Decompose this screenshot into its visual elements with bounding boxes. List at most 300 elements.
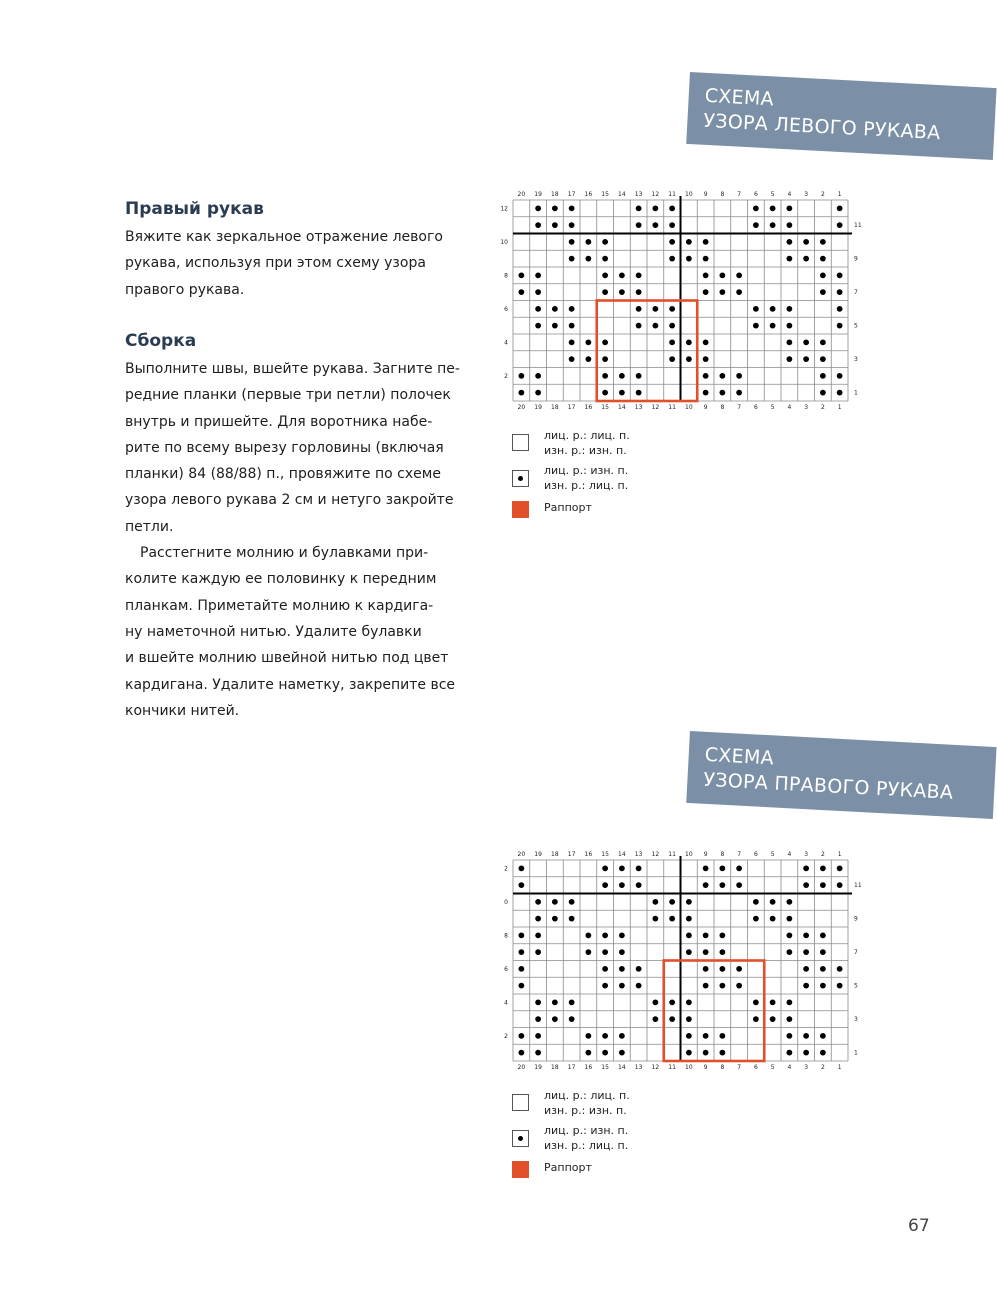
row-number-label: 2 [504,865,508,873]
purl-stitch-dot [703,239,709,245]
column-number-label: 17 [567,1064,576,1071]
purl-stitch-dot [552,899,558,905]
column-number-label: 4 [787,404,792,411]
column-number-label: 12 [651,1064,660,1071]
purl-stitch-dot [803,339,809,345]
column-number-label: 3 [804,404,809,411]
purl-stitch-dot [770,205,776,211]
purl-stitch-dot [820,339,826,345]
purl-stitch-dot [719,1050,725,1056]
purl-stitch-dot [786,323,792,329]
purl-stitch-dot [786,339,792,345]
column-number-label: 6 [753,191,758,198]
purl-stitch-dot [602,239,608,245]
legend-purl-text [544,463,628,493]
purl-stitch-dot [770,916,776,922]
purl-stitch-dot [585,256,591,262]
purl-stitch-dot [619,949,625,955]
purl-stitch-dot [585,339,591,345]
purl-stitch-dot [770,323,776,329]
column-number-label: 20 [517,404,526,411]
column-number-label: 11 [668,191,676,198]
column-number-label: 14 [618,851,626,858]
purl-stitch-dot [569,356,575,362]
column-number-label: 18 [551,404,559,411]
column-number-label: 4 [787,1064,792,1071]
purl-stitch-dot [686,1016,692,1022]
purl-stitch-dot [703,272,709,278]
purl-stitch-dot [686,949,692,955]
column-number-label: 20 [517,191,526,198]
column-number-label: 8 [720,191,725,198]
purl-dot-symbol-icon [512,1130,529,1147]
purl-stitch-dot [703,949,709,955]
purl-stitch-dot [719,882,725,888]
purl-stitch-dot [770,306,776,312]
purl-stitch-dot [703,256,709,262]
purl-stitch-dot [770,1016,776,1022]
column-number-label: 15 [601,1064,609,1071]
purl-stitch-dot [703,373,709,379]
purl-stitch-dot [652,323,658,329]
purl-stitch-dot [535,323,541,329]
row-number-label: 0 [504,898,508,906]
purl-stitch-dot [703,289,709,295]
column-number-label: 9 [703,404,708,411]
column-number-label: 5 [770,851,775,858]
banner-line: СХЕМА [704,743,775,770]
column-number-label: 11 [668,404,676,411]
row-number-label: 2 [504,1032,508,1040]
purl-stitch-dot [736,272,742,278]
purl-stitch-dot [803,932,809,938]
column-number-label: 15 [601,404,609,411]
row-number-label: 5 [854,322,858,330]
column-number-label: 14 [618,404,626,411]
column-number-label: 17 [567,191,576,198]
purl-stitch-dot [535,272,541,278]
purl-stitch-dot [820,390,826,396]
purl-stitch-dot [837,882,843,888]
purl-stitch-dot [837,289,843,295]
column-number-label: 17 [567,404,576,411]
purl-stitch-dot [619,966,625,972]
purl-stitch-dot [837,272,843,278]
purl-stitch-dot [820,882,826,888]
purl-stitch-dot [518,390,524,396]
purl-stitch-dot [619,932,625,938]
column-number-label: 13 [634,851,643,858]
purl-stitch-dot [686,999,692,1005]
column-number-label: 3 [804,851,809,858]
purl-stitch-dot [602,983,608,989]
purl-stitch-dot [686,899,692,905]
purl-stitch-dot [602,1033,608,1039]
purl-stitch-dot [803,865,809,871]
legend-knit-text [544,428,630,458]
right-sleeve-section [125,198,475,303]
purl-stitch-dot [703,983,709,989]
column-number-label: 12 [651,404,660,411]
purl-stitch-dot [753,1016,759,1022]
purl-stitch-dot [669,899,675,905]
column-number-label: 10 [685,1064,693,1071]
repeat-swatch-icon [512,501,529,518]
column-number-label: 10 [685,851,693,858]
purl-stitch-dot [569,306,575,312]
column-number-label: 10 [685,404,693,411]
column-number-label: 2 [820,851,825,858]
purl-stitch-dot [636,289,642,295]
purl-stitch-dot [786,1016,792,1022]
purl-stitch-dot [837,306,843,312]
chart-legend [510,1086,710,1176]
purl-stitch-dot [552,1016,558,1022]
assembly-section [125,330,475,724]
column-number-label: 19 [534,191,542,198]
right-sleeve-text [125,224,475,303]
purl-stitch-dot [736,983,742,989]
purl-stitch-dot [719,289,725,295]
legend-line: лиц. р.: лиц. п. [544,429,630,442]
banner-line: СХЕМА [704,84,775,111]
text-line: узора левого рукава 2 см и нетуго закройте [125,492,454,509]
purl-stitch-dot [837,323,843,329]
purl-stitch-dot [569,339,575,345]
text-line: внутрь и пришейте. Для воротника набе- [125,413,433,430]
purl-stitch-dot [703,865,709,871]
row-number-label: 8 [504,932,508,940]
knitting-chart-left-sleeve [496,188,876,411]
purl-stitch-dot [837,373,843,379]
text-line: и вшейте молнию швейной нитью под цвет [125,650,449,667]
text-line: кардигана. Удалите наметку, закрепите все [125,676,456,693]
purl-stitch-dot [686,932,692,938]
purl-stitch-dot [803,1033,809,1039]
purl-stitch-dot [518,932,524,938]
purl-stitch-dot [535,999,541,1005]
purl-stitch-dot [569,899,575,905]
purl-stitch-dot [686,339,692,345]
purl-stitch-dot [552,999,558,1005]
column-number-label: 2 [820,404,825,411]
purl-stitch-dot [703,1033,709,1039]
purl-stitch-dot [619,1033,625,1039]
purl-stitch-dot [820,289,826,295]
legend-repeat-text: Раппорт [544,1161,592,1174]
purl-stitch-dot [753,323,759,329]
purl-stitch-dot [535,222,541,228]
purl-stitch-dot [518,983,524,989]
row-number-label: 12 [500,205,508,213]
purl-stitch-dot [652,205,658,211]
text-line: планкам. Приметайте молнию к кардига- [125,597,434,614]
purl-stitch-dot [652,999,658,1005]
row-number-label: 11 [854,222,862,230]
column-number-label: 11 [668,1064,676,1071]
column-number-label: 2 [820,1064,825,1071]
purl-stitch-dot [535,205,541,211]
column-number-label: 19 [534,851,542,858]
column-number-label: 15 [601,851,609,858]
purl-stitch-dot [703,356,709,362]
column-number-label: 8 [720,1064,725,1071]
purl-stitch-dot [636,865,642,871]
purl-stitch-dot [686,356,692,362]
purl-stitch-dot [820,983,826,989]
purl-stitch-dot [602,932,608,938]
column-number-label: 5 [770,191,775,198]
purl-stitch-dot [636,272,642,278]
column-number-label: 3 [804,1064,809,1071]
purl-stitch-dot [518,289,524,295]
legend-knit-text [544,1088,630,1118]
right-sleeve-heading: Правый рукав [125,199,264,219]
column-number-label: 5 [770,404,775,411]
purl-stitch-dot [636,323,642,329]
purl-stitch-dot [686,1050,692,1056]
purl-stitch-dot [719,932,725,938]
row-number-label: 6 [504,305,508,313]
column-number-label: 13 [634,1064,643,1071]
purl-stitch-dot [552,205,558,211]
row-number-label: 9 [854,255,858,263]
purl-stitch-dot [786,949,792,955]
purl-stitch-dot [518,373,524,379]
purl-stitch-dot [569,205,575,211]
purl-stitch-dot [703,1050,709,1056]
column-number-label: 2 [820,191,825,198]
purl-stitch-dot [636,390,642,396]
purl-stitch-dot [736,373,742,379]
purl-stitch-dot [535,373,541,379]
purl-stitch-dot [719,865,725,871]
purl-stitch-dot [803,1050,809,1056]
purl-stitch-dot [820,1033,826,1039]
section-banner-right-sleeve-scheme [686,731,996,819]
purl-stitch-dot [518,966,524,972]
purl-stitch-dot [636,966,642,972]
row-number-label: 1 [854,389,858,397]
row-number-label: 4 [504,339,508,347]
purl-stitch-dot [569,999,575,1005]
purl-stitch-dot [803,949,809,955]
legend-line: изн. р.: лиц. п. [544,1139,629,1152]
banner-line: УЗОРА ПРАВОГО РУКАВА [702,768,954,804]
column-number-label: 20 [517,1064,526,1071]
column-number-label: 7 [737,851,742,858]
assembly-paragraph-1 [125,356,475,540]
assembly-heading: Сборка [125,331,197,351]
purl-stitch-dot [619,865,625,871]
column-number-label: 1 [837,191,842,198]
row-number-label: 8 [504,272,508,280]
purl-stitch-dot [569,256,575,262]
purl-stitch-dot [669,239,675,245]
purl-stitch-dot [837,865,843,871]
purl-stitch-dot [770,222,776,228]
column-number-label: 8 [720,404,725,411]
purl-stitch-dot [803,882,809,888]
purl-stitch-dot [518,949,524,955]
purl-stitch-dot [837,966,843,972]
purl-stitch-dot [518,1033,524,1039]
purl-stitch-dot [602,882,608,888]
purl-stitch-dot [803,356,809,362]
row-number-label: 1 [854,1049,858,1057]
purl-stitch-dot [585,356,591,362]
chart-legend [510,426,710,516]
purl-stitch-dot [535,1016,541,1022]
banner-line: УЗОРА ЛЕВОГО РУКАВА [702,109,942,145]
purl-stitch-dot [652,306,658,312]
purl-stitch-dot [602,256,608,262]
column-number-label: 19 [534,1064,542,1071]
purl-stitch-dot [569,1016,575,1022]
purl-stitch-dot [753,999,759,1005]
column-number-label: 3 [804,191,809,198]
purl-stitch-dot [703,966,709,972]
purl-stitch-dot [770,999,776,1005]
column-number-label: 16 [584,191,593,198]
column-number-label: 18 [551,851,559,858]
purl-stitch-dot [552,222,558,228]
row-number-label: 10 [500,238,508,246]
column-number-label: 14 [618,191,626,198]
purl-stitch-dot [719,373,725,379]
row-number-label: 3 [854,1016,858,1024]
purl-stitch-dot [719,272,725,278]
purl-stitch-dot [535,1050,541,1056]
purl-stitch-dot [636,983,642,989]
column-number-label: 11 [668,851,676,858]
purl-stitch-dot [786,916,792,922]
column-number-label: 5 [770,1064,775,1071]
purl-dot-symbol-icon [512,470,529,487]
text-line: колите каждую ее половинку к передним [125,571,437,588]
purl-stitch-dot [636,222,642,228]
column-number-label: 7 [737,404,742,411]
column-number-label: 16 [584,404,593,411]
purl-stitch-dot [619,1050,625,1056]
row-number-label: 2 [504,372,508,380]
legend-purl-text [544,1123,628,1153]
column-number-label: 4 [787,191,792,198]
text-line: правого рукава. [125,281,245,298]
purl-stitch-dot [837,222,843,228]
text-line: рукава, используя при этом схему узора [125,255,426,272]
purl-stitch-dot [786,932,792,938]
column-number-label: 4 [787,851,792,858]
purl-stitch-dot [652,916,658,922]
purl-stitch-dot [820,256,826,262]
purl-stitch-dot [669,256,675,262]
column-number-label: 6 [753,404,758,411]
purl-stitch-dot [669,306,675,312]
column-number-label: 18 [551,1064,559,1071]
column-number-label: 1 [837,851,842,858]
purl-stitch-dot [602,1050,608,1056]
knit-symbol-icon [512,434,529,451]
purl-stitch-dot [753,205,759,211]
purl-stitch-dot [535,390,541,396]
purl-stitch-dot [736,390,742,396]
text-line: кончики нитей. [125,702,240,719]
purl-stitch-dot [619,272,625,278]
purl-stitch-dot [585,932,591,938]
purl-stitch-dot [652,222,658,228]
purl-stitch-dot [719,966,725,972]
purl-stitch-dot [619,373,625,379]
purl-stitch-dot [669,999,675,1005]
purl-stitch-dot [652,899,658,905]
column-number-label: 9 [703,191,708,198]
assembly-paragraph-2 [125,540,475,724]
purl-stitch-dot [535,1033,541,1039]
purl-stitch-dot [669,356,675,362]
purl-stitch-dot [669,205,675,211]
purl-stitch-dot [736,865,742,871]
purl-stitch-dot [736,882,742,888]
purl-stitch-dot [569,222,575,228]
column-number-label: 7 [737,191,742,198]
page-number: 67 [908,1216,930,1236]
purl-stitch-dot [652,1016,658,1022]
purl-stitch-dot [786,222,792,228]
purl-stitch-dot [820,949,826,955]
purl-stitch-dot [719,983,725,989]
purl-stitch-dot [686,916,692,922]
purl-stitch-dot [820,932,826,938]
column-number-label: 6 [753,851,758,858]
purl-stitch-dot [753,899,759,905]
purl-stitch-dot [602,289,608,295]
purl-stitch-dot [786,306,792,312]
legend-repeat-text: Раппорт [544,501,592,514]
purl-stitch-dot [820,865,826,871]
purl-stitch-dot [820,966,826,972]
purl-stitch-dot [820,272,826,278]
text-line: редние планки (первые три петли) полочек [125,387,451,404]
column-number-label: 13 [634,404,643,411]
purl-stitch-dot [585,1050,591,1056]
row-number-label: 9 [854,915,858,923]
purl-stitch-dot [535,289,541,295]
section-banner-left-sleeve-scheme [686,72,996,160]
column-number-label: 15 [601,191,609,198]
purl-stitch-dot [803,983,809,989]
purl-stitch-dot [535,949,541,955]
purl-stitch-dot [820,356,826,362]
purl-stitch-dot [602,390,608,396]
purl-stitch-dot [636,306,642,312]
purl-stitch-dot [602,966,608,972]
purl-stitch-dot [669,916,675,922]
purl-stitch-dot [569,239,575,245]
purl-stitch-dot [669,323,675,329]
purl-stitch-dot [786,256,792,262]
column-number-label: 16 [584,851,593,858]
purl-stitch-dot [636,882,642,888]
purl-stitch-dot [518,865,524,871]
row-number-label: 4 [504,999,508,1007]
purl-stitch-dot [619,390,625,396]
purl-stitch-dot [820,373,826,379]
purl-stitch-dot [518,882,524,888]
purl-stitch-dot [803,239,809,245]
purl-stitch-dot [786,356,792,362]
purl-stitch-dot [770,899,776,905]
